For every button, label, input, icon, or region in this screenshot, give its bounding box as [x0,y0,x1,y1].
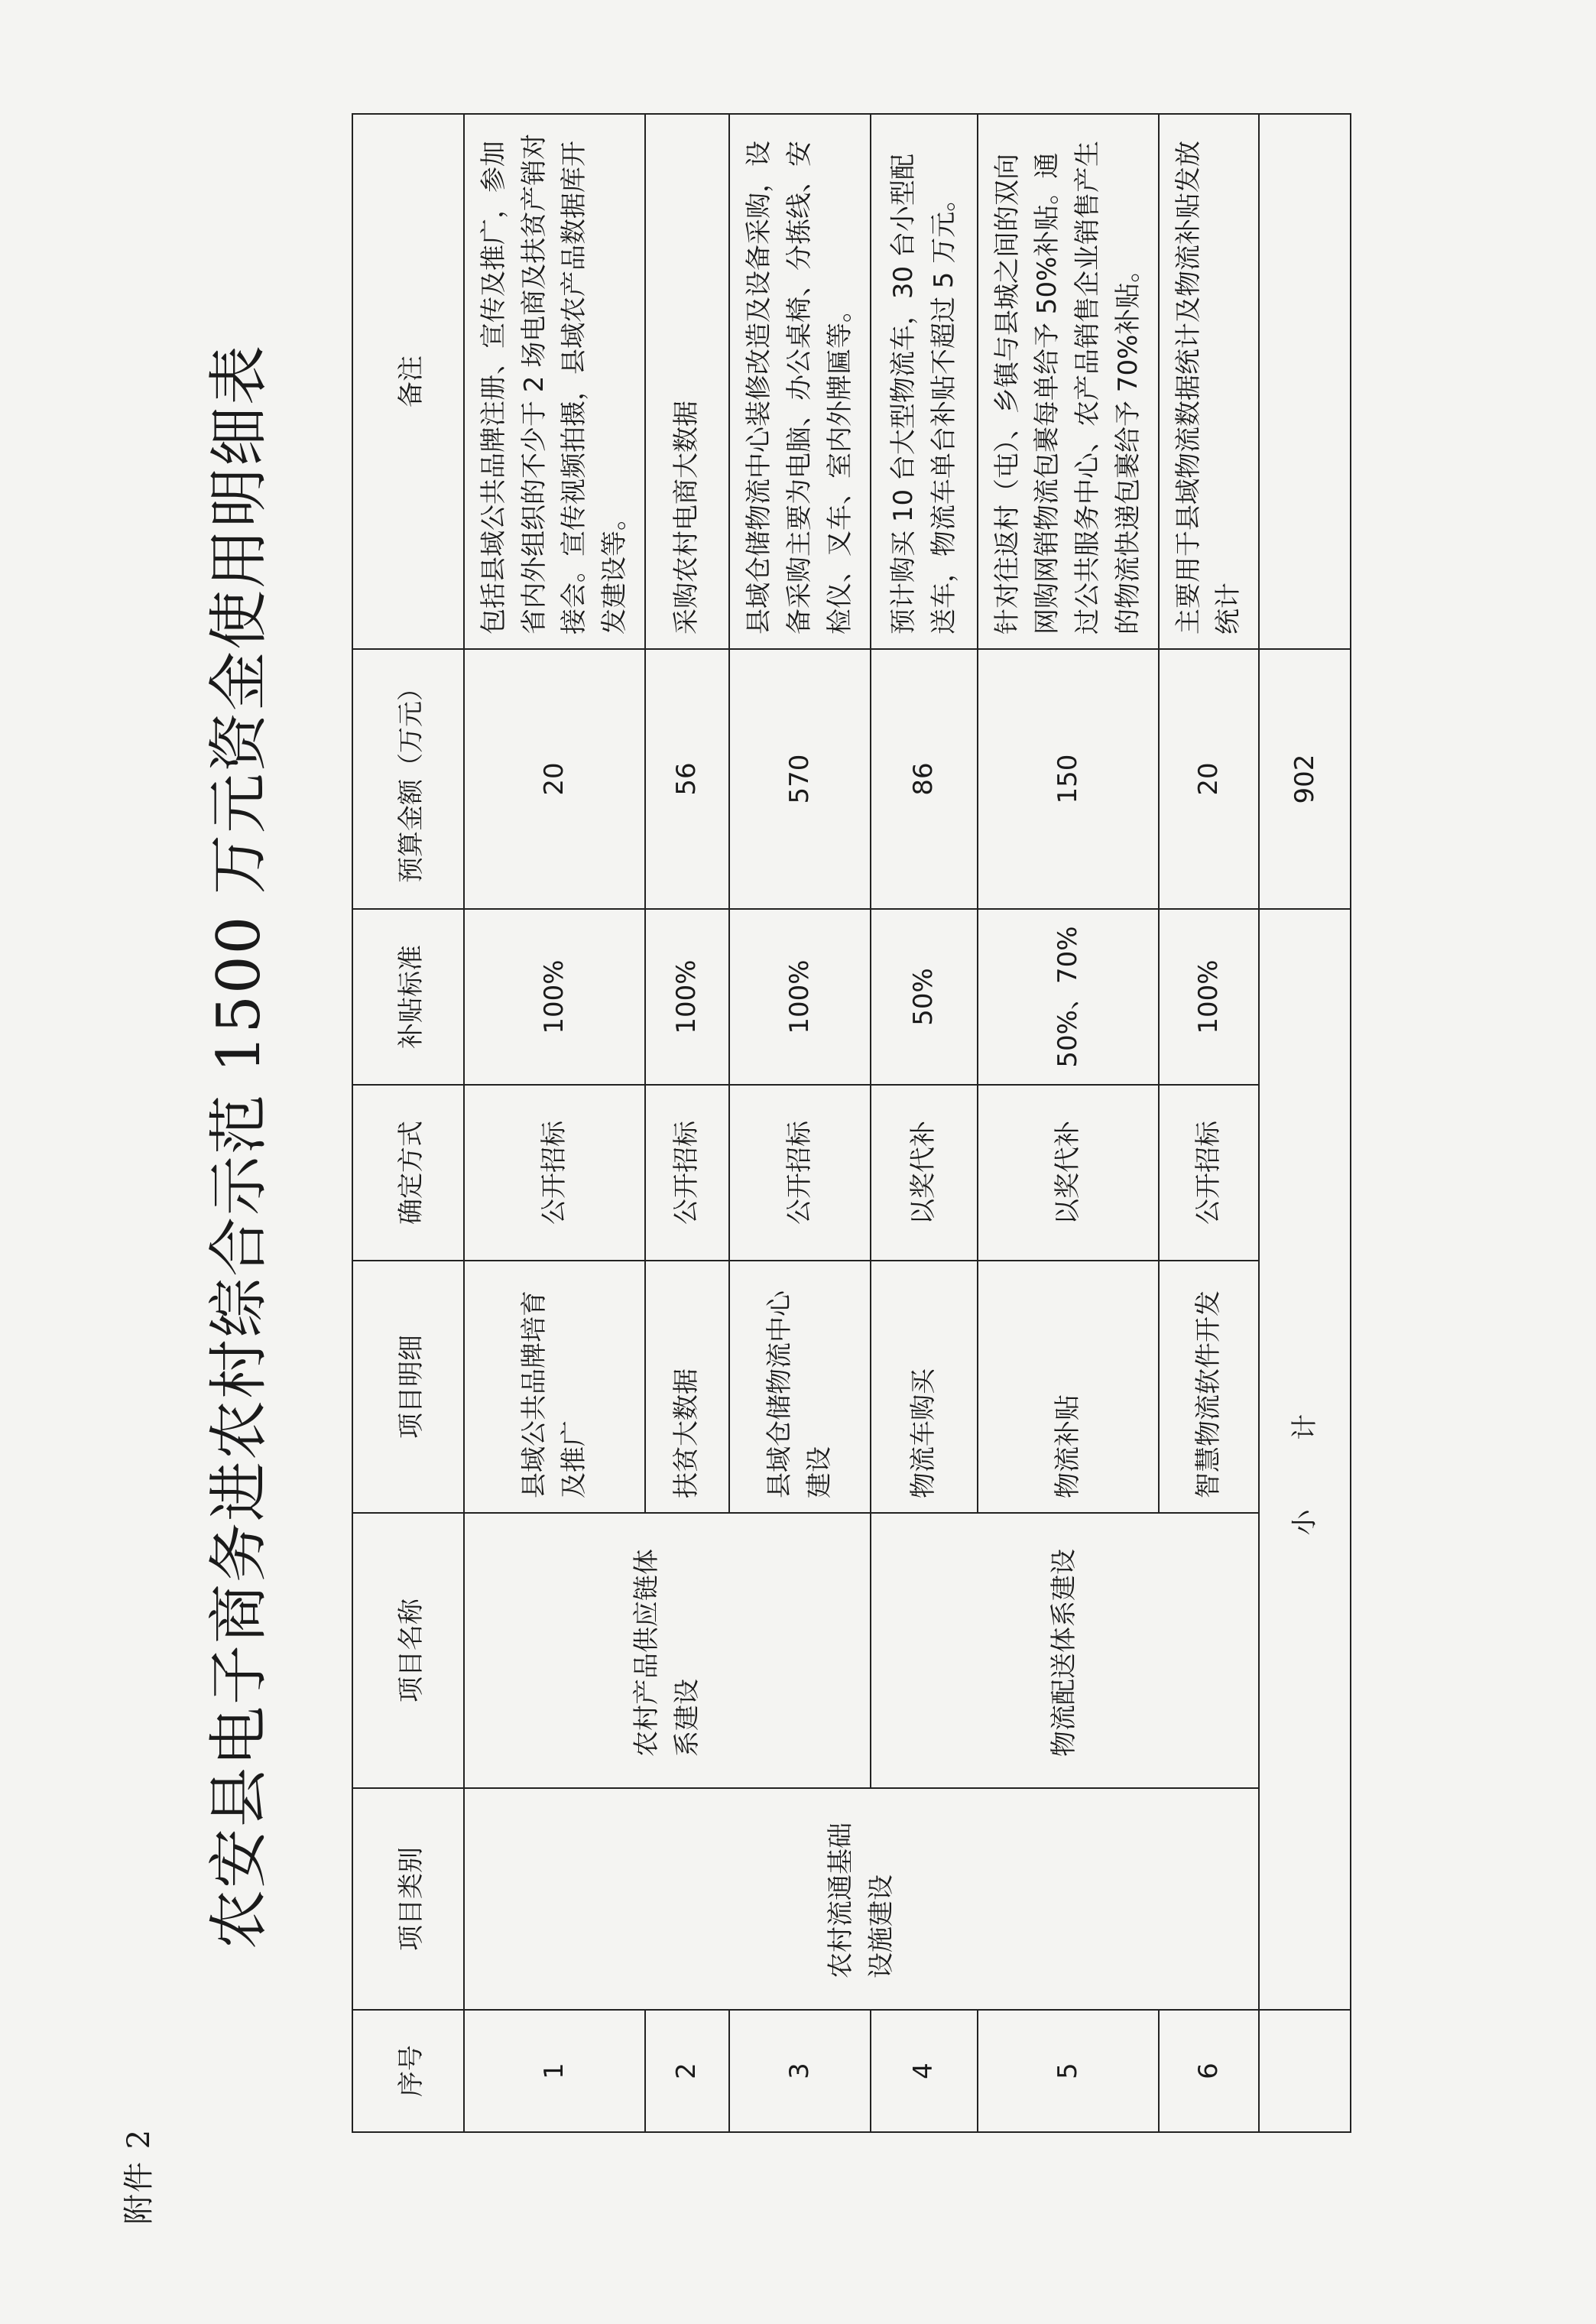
document-title: 农安县电子商务进农村综合示范 1500 万元资金使用明细表 [205,343,274,1950]
row-note: 针对往返村（屯）、乡镇与县城之间的双向网购网销物流包裹每单给予 50%补贴。通过公共服务中心、农产品销售企业销售产生的物流快递包裹给予 70%补贴。 [978,114,1159,649]
row-detail: 县域公共品牌培育及推广 [464,1261,645,1513]
row-detail: 县域仓储物流中心建设 [729,1261,871,1513]
budget-table [352,113,1351,2133]
row-subsidy: 100% [1159,909,1259,1085]
row-budget: 56 [645,649,729,909]
row-index: 4 [871,2010,978,2132]
row-budget: 570 [729,649,871,909]
row-method: 公开招标 [464,1085,645,1261]
row-method: 以奖代补 [871,1085,978,1261]
row-subsidy: 50% [871,909,978,1085]
row-index: 1 [464,2010,645,2132]
subtotal-blank [1259,2010,1351,2132]
row-index: 6 [1159,2010,1259,2132]
row-budget: 20 [464,649,645,909]
rotated-document [107,50,1559,2240]
row-method: 公开招标 [1159,1085,1259,1261]
table-row [464,114,645,2132]
subtotal-row [1259,114,1351,2132]
row-index: 3 [729,2010,871,2132]
subtotal-note-blank [1259,114,1351,649]
row-method: 公开招标 [729,1085,871,1261]
project-logistics: 物流配送体系建设 [871,1513,1259,1788]
header-method: 确定方式 [352,1085,464,1261]
header-project: 项目名称 [352,1513,464,1788]
row-detail: 物流补贴 [978,1261,1159,1513]
header-note: 备注 [352,114,464,649]
attachment-label: 附件 2 [122,2128,157,2225]
row-budget: 20 [1159,649,1259,909]
row-method: 公开招标 [645,1085,729,1261]
row-detail: 智慧物流软件开发 [1159,1261,1259,1513]
row-subsidy: 100% [464,909,645,1085]
header-subsidy: 补贴标准 [352,909,464,1085]
header-row [352,114,464,2132]
row-index: 5 [978,2010,1159,2132]
header-budget: 预算金额（万元） [352,649,464,909]
row-subsidy: 100% [645,909,729,1085]
row-budget: 150 [978,649,1159,909]
subtotal-budget: 902 [1259,649,1351,909]
row-detail: 物流车购买 [871,1261,978,1513]
row-detail: 扶贫大数据 [645,1261,729,1513]
row-note: 预计购买 10 台大型物流车，30 台小型配送车，物流车单台补贴不超过 5 万元。 [871,114,978,649]
header-detail: 项目明细 [352,1261,464,1513]
row-budget: 86 [871,649,978,909]
row-method: 以奖代补 [978,1085,1159,1261]
row-note: 采购农村电商大数据 [645,114,729,649]
row-subsidy: 50%、70% [978,909,1159,1085]
header-category: 项目类别 [352,1788,464,2010]
project-supply-chain: 农村产品供应链体系建设 [464,1513,871,1788]
row-note: 主要用于县域物流数据统计及物流补贴发放统计 [1159,114,1259,649]
row-subsidy: 100% [729,909,871,1085]
category-cell: 农村流通基础设施建设 [464,1788,1259,2010]
header-index: 序号 [352,2010,464,2132]
row-index: 2 [645,2010,729,2132]
row-note: 包括县域公共品牌注册、宣传及推广，参加省内外组织的不少于 2 场电商及扶贫产销对接会。宣传视频拍摄，县域农产品数据库开发建设等。 [464,114,645,649]
row-note: 县域仓储物流中心装修改造及设备采购，设备采购主要为电脑、办公桌椅、分拣线、安检仪、叉车、室内外牌匾等。 [729,114,871,649]
subtotal-label: 小 计 [1259,909,1351,2010]
